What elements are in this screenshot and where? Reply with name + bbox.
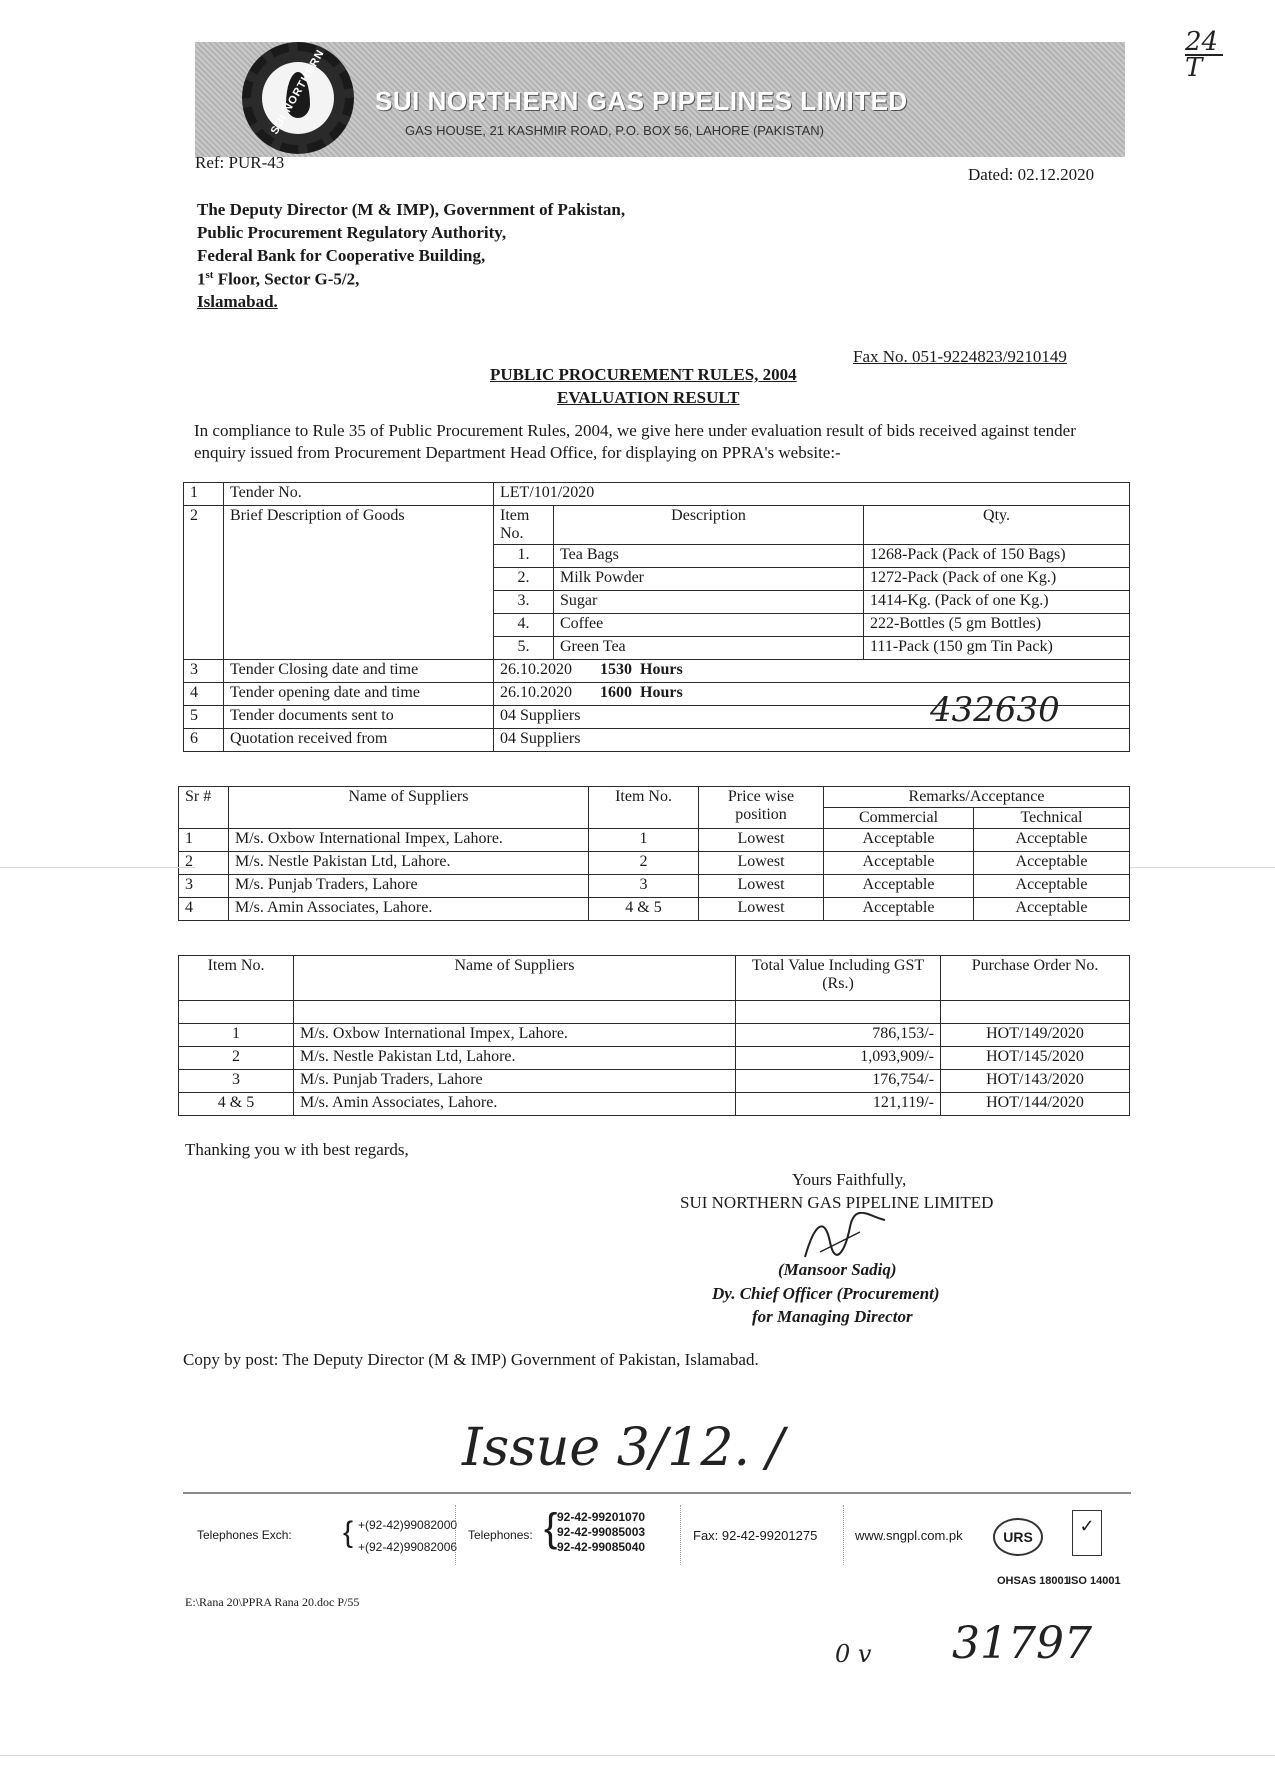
logo-ring-text: SUI NORTHERN — [268, 47, 327, 137]
row-label: Tender opening date and time — [224, 683, 494, 706]
goods-item-no: 2. — [494, 568, 554, 591]
goods-header-item: Item No. — [494, 506, 554, 545]
scan-artifact-line — [0, 867, 195, 868]
footer-iso: ISO 14001 — [1068, 1575, 1121, 1587]
header-technical: Technical — [974, 808, 1130, 829]
order-item: 1 — [179, 1024, 294, 1047]
closing-company: SUI NORTHERN GAS PIPELINE LIMITED — [680, 1193, 994, 1212]
goods-item-no: 1. — [494, 545, 554, 568]
row-number: 1 — [184, 483, 224, 506]
goods-description: Milk Powder — [554, 568, 864, 591]
footer-website: www.sngpl.com.pk — [855, 1528, 963, 1543]
document-heading: PUBLIC PROCUREMENT RULES, 2004 — [490, 365, 797, 384]
order-total: 1,093,909/- — [736, 1047, 941, 1070]
addressee-line4-rest: Floor, Sector G-5/2, — [213, 269, 360, 289]
order-total: 176,754/- — [736, 1070, 941, 1093]
footer-telephone-1: 92-42-99201070 — [557, 1510, 646, 1524]
goods-item-no: 5. — [494, 637, 554, 660]
closing-date: 26.10.2020 — [500, 661, 572, 678]
supplier-name: M/s. Nestle Pakistan Ltd, Lahore. — [229, 852, 589, 875]
handwritten-page-mark — [1185, 27, 1223, 83]
header-total-value: Total Value Including GST (Rs.) — [736, 956, 941, 1001]
goods-description: Coffee — [554, 614, 864, 637]
header-sr: Sr # — [179, 787, 229, 829]
supplier-price-position: Lowest — [699, 852, 824, 875]
footer-tel-exch-2: +(92-42)99082006 — [358, 1540, 458, 1554]
goods-description: Sugar — [554, 591, 864, 614]
spacer-cell — [941, 1001, 1130, 1024]
closing-salutation: Yours Faithfully, — [792, 1170, 907, 1189]
handwritten-mark-line2: T — [1185, 54, 1223, 80]
goods-item-no: 3. — [494, 591, 554, 614]
goods-qty: 1268-Pack (Pack of 150 Bags) — [864, 545, 1130, 568]
header-price-position: Price wise position — [699, 787, 824, 829]
order-supplier: M/s. Nestle Pakistan Ltd, Lahore. — [294, 1047, 736, 1070]
intro-paragraph: In compliance to Rule 35 of Public Procurement Rules, 2004, we give here under evaluation result of bids received against tender enquiry issued from Procurement Department Head Office, for displaying on PPRA's website:- — [194, 421, 1076, 462]
addressee-line3: Federal Bank for Cooperative Building, — [197, 246, 486, 265]
footer-fax: Fax: 92-42-99201275 — [693, 1528, 818, 1543]
handwritten-mark-line1: 24 — [1185, 27, 1219, 57]
handwritten-issue-note: Issue 3/12. / — [462, 1418, 785, 1478]
footer-telephone-2: 92-42-99085003 — [557, 1525, 646, 1539]
footer-tel-exch-1: +(92-42)99082000 — [358, 1518, 458, 1532]
tender-number: LET/101/2020 — [494, 483, 1130, 506]
order-item: 2 — [179, 1047, 294, 1070]
supplier-item: 1 — [589, 829, 699, 852]
table-row — [184, 729, 1130, 752]
supplier-technical: Acceptable — [974, 852, 1130, 875]
goods-description: Green Tea — [554, 637, 864, 660]
header-supplier-name: Name of Suppliers — [229, 787, 589, 829]
table-row — [179, 852, 1130, 875]
goods-header-qty: Qty. — [864, 506, 1130, 545]
supplier-evaluation-table — [178, 786, 1130, 921]
order-po: HOT/144/2020 — [941, 1093, 1130, 1116]
order-item: 3 — [179, 1070, 294, 1093]
opening-date: 26.10.2020 — [500, 684, 572, 701]
urs-certification-logo: URS — [993, 1518, 1043, 1556]
signer-on-behalf: for Managing Director — [752, 1307, 913, 1326]
table-row — [179, 1047, 1130, 1070]
supplier-commercial: Acceptable — [824, 852, 974, 875]
table-row — [179, 1093, 1130, 1116]
order-supplier: M/s. Oxbow International Impex, Lahore. — [294, 1024, 736, 1047]
row-label: Quotation received from — [224, 729, 494, 752]
supplier-name: M/s. Oxbow International Impex, Lahore. — [229, 829, 589, 852]
closing-datetime — [494, 660, 1130, 683]
order-po: HOT/143/2020 — [941, 1070, 1130, 1093]
goods-item-no: 4. — [494, 614, 554, 637]
brace-icon: { — [343, 1516, 354, 1549]
letter-date: Dated: 02.12.2020 — [968, 165, 1095, 184]
handwritten-diary-number: 31797 — [952, 1618, 1092, 1669]
footer-telephone-3: 92-42-99085040 — [557, 1540, 646, 1554]
supplier-name: M/s. Amin Associates, Lahore. — [229, 898, 589, 921]
document-subheading: EVALUATION RESULT — [557, 388, 740, 407]
supplier-item: 3 — [589, 875, 699, 898]
signer-designation: Dy. Chief Officer (Procurement) — [712, 1284, 940, 1303]
footer-ohsas: OHSAS 18001 — [997, 1575, 1070, 1587]
table-row — [179, 829, 1130, 852]
scan-artifact-line — [0, 1755, 1275, 1756]
scan-artifact-line — [1130, 867, 1275, 868]
handwritten-signature — [800, 1212, 890, 1262]
copy-distribution: Copy by post: The Deputy Director (M & IMP) Government of Pakistan, Islamabad. — [183, 1350, 759, 1369]
signer-name: (Mansoor Sadiq) — [778, 1260, 897, 1279]
table-row — [179, 1070, 1130, 1093]
order-supplier: M/s. Punjab Traders, Lahore — [294, 1070, 736, 1093]
goods-description: Tea Bags — [554, 545, 864, 568]
table-row — [179, 898, 1130, 921]
spacer-cell — [294, 1001, 736, 1024]
supplier-sr: 2 — [179, 852, 229, 875]
table-header-row — [179, 956, 1130, 1001]
row-label: Tender Closing date and time — [224, 660, 494, 683]
footer-file-path: E:\Rana 20\PPRA Rana 20.doc P/55 — [185, 1595, 360, 1609]
goods-header-description: Description — [554, 506, 864, 545]
table-row — [184, 506, 1130, 545]
supplier-sr: 1 — [179, 829, 229, 852]
table-header-row — [179, 787, 1130, 808]
purchase-order-table — [178, 955, 1130, 1116]
header-remarks: Remarks/Acceptance — [824, 787, 1130, 808]
header-commercial: Commercial — [824, 808, 974, 829]
quotations-received-count: 04 Suppliers — [494, 729, 1130, 752]
header-supplier-name: Name of Suppliers — [294, 956, 736, 1001]
addressee-line4 — [197, 269, 359, 290]
supplier-technical: Acceptable — [974, 875, 1130, 898]
goods-qty: 111-Pack (150 gm Tin Pack) — [864, 637, 1130, 660]
addressee-line2: Public Procurement Regulatory Authority, — [197, 223, 507, 242]
order-po: HOT/145/2020 — [941, 1047, 1130, 1070]
row-number: 3 — [184, 660, 224, 683]
supplier-commercial: Acceptable — [824, 898, 974, 921]
spacer-cell — [736, 1001, 941, 1024]
thanks-line: Thanking you w ith best regards, — [185, 1140, 409, 1159]
supplier-technical: Acceptable — [974, 898, 1130, 921]
table-row — [184, 660, 1130, 683]
closing-time: 1530 Hours — [600, 661, 683, 678]
supplier-price-position: Lowest — [699, 875, 824, 898]
supplier-item: 4 & 5 — [589, 898, 699, 921]
opening-time: 1600 Hours — [600, 684, 683, 701]
footer-divider — [183, 1492, 1131, 1494]
supplier-price-position: Lowest — [699, 898, 824, 921]
supplier-commercial: Acceptable — [824, 875, 974, 898]
table-row — [184, 483, 1130, 506]
reference-number: Ref: PUR-43 — [195, 153, 285, 172]
footer-telephones-label: Telephones: — [468, 1528, 533, 1542]
documents-sent-count: 04 Suppliers — [494, 706, 1130, 729]
order-total: 786,153/- — [736, 1024, 941, 1047]
row-number: 4 — [184, 683, 224, 706]
supplier-item: 2 — [589, 852, 699, 875]
supplier-commercial: Acceptable — [824, 829, 974, 852]
addressee-line4-sup: st — [205, 269, 214, 281]
row-number: 5 — [184, 706, 224, 729]
fax-number: Fax No. 051-9224823/9210149 — [853, 347, 1067, 366]
order-total: 121,119/- — [736, 1093, 941, 1116]
row-label: Tender documents sent to — [224, 706, 494, 729]
goods-qty: 1272-Pack (Pack of one Kg.) — [864, 568, 1130, 591]
row-label: Tender No. — [224, 483, 494, 506]
table-row — [179, 1024, 1130, 1047]
ukas-check-icon: ✓ — [1072, 1510, 1102, 1556]
footer-separator — [680, 1505, 681, 1565]
order-supplier: M/s. Amin Associates, Lahore. — [294, 1093, 736, 1116]
footer-tel-exch-label: Telephones Exch: — [197, 1528, 292, 1542]
footer-separator — [455, 1505, 456, 1565]
header-item-no: Item No. — [589, 787, 699, 829]
addressee-line4-floor: 1 — [197, 269, 206, 289]
footer-separator — [843, 1505, 844, 1565]
table-spacer-row — [179, 1001, 1130, 1024]
order-po: HOT/149/2020 — [941, 1024, 1130, 1047]
company-name: SUI NORTHERN GAS PIPELINES LIMITED — [375, 86, 908, 116]
handwritten-small-note: 0 v — [835, 1640, 872, 1668]
row-label: Brief Description of Goods — [224, 506, 494, 660]
header-po-number: Purchase Order No. — [941, 956, 1130, 1001]
header-item-no: Item No. — [179, 956, 294, 1001]
goods-qty: 1414-Kg. (Pack of one Kg.) — [864, 591, 1130, 614]
supplier-name: M/s. Punjab Traders, Lahore — [229, 875, 589, 898]
supplier-price-position: Lowest — [699, 829, 824, 852]
table-row — [179, 875, 1130, 898]
company-address: GAS HOUSE, 21 KASHMIR ROAD, P.O. BOX 56, LAHORE (PAKISTAN) — [405, 123, 825, 138]
spacer-cell — [179, 1001, 294, 1024]
addressee-line1: The Deputy Director (M & IMP), Government of Pakistan, — [197, 200, 626, 219]
supplier-sr: 4 — [179, 898, 229, 921]
addressee-city: Islamabad. — [197, 292, 278, 311]
order-item: 4 & 5 — [179, 1093, 294, 1116]
supplier-technical: Acceptable — [974, 829, 1130, 852]
supplier-sr: 3 — [179, 875, 229, 898]
brace-icon: { — [544, 1506, 558, 1550]
row-number: 6 — [184, 729, 224, 752]
row-number: 2 — [184, 506, 224, 660]
goods-qty: 222-Bottles (5 gm Bottles) — [864, 614, 1130, 637]
handwritten-number: 432630 — [930, 690, 1060, 730]
